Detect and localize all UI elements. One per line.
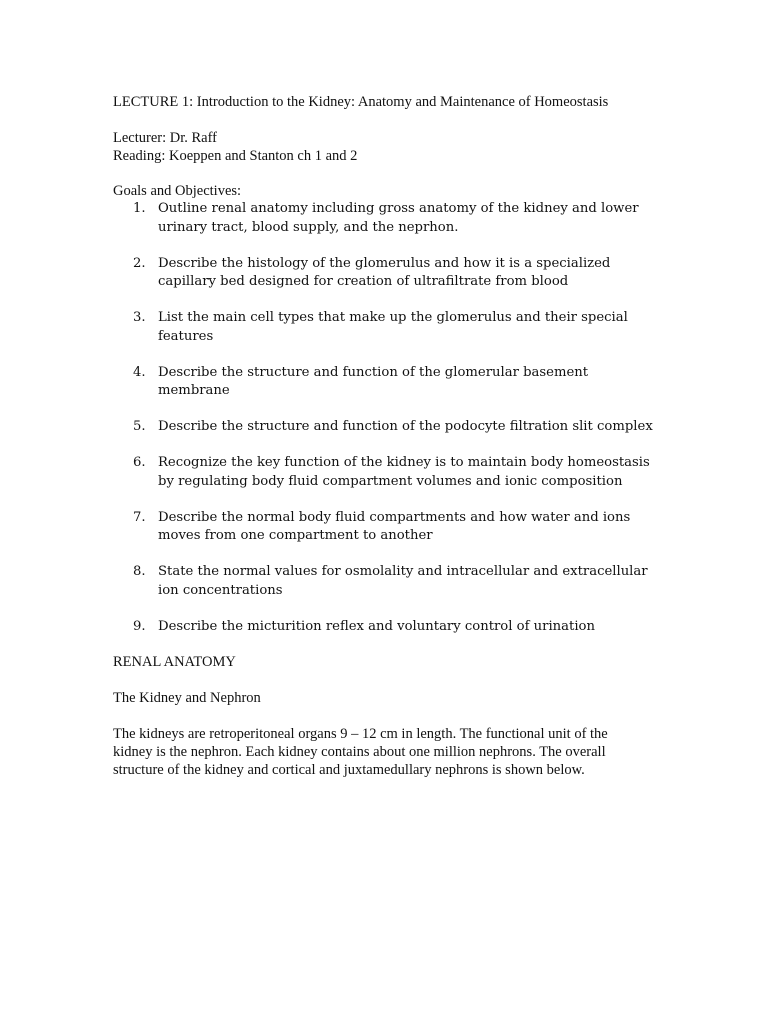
objective-number: 4. (133, 364, 146, 380)
section-heading: RENAL ANATOMY (113, 654, 236, 670)
objective-number: 8. (133, 564, 146, 579)
objective-text: State the normal values for osmolality and intracellular and extracellular ion concentrations (158, 564, 648, 598)
objective-item (113, 454, 658, 491)
objective-text: Describe the structure and function of the podocyte filtration slit complex (158, 419, 653, 434)
goals-heading: Goals and Objectives: (113, 183, 242, 199)
objective-text: Describe the micturition reflex and voluntary control of urination (158, 618, 595, 634)
objective-text: Describe the histology of the glomerulus and how it is a specialized capillary bed designed for creation of ultrafiltrate from blood (158, 255, 611, 289)
lecturer-line: Lecturer: Dr. Raff (113, 130, 218, 146)
objective-text: List the main cell types that make up the glomerulus and their special features (158, 310, 628, 344)
objective-item (113, 509, 658, 546)
objective-item (113, 255, 658, 292)
objective-number: 2. (133, 255, 146, 271)
objective-number: 3. (133, 310, 146, 325)
lecture-meta (113, 129, 658, 165)
objective-item (113, 364, 658, 401)
objective-item (113, 418, 658, 437)
document-content (113, 93, 658, 779)
objectives-list (113, 200, 658, 636)
objective-number: 7. (133, 509, 146, 525)
objective-item (113, 200, 658, 237)
subsection-heading: The Kidney and Nephron (113, 690, 261, 706)
objective-number: 9. (133, 618, 146, 634)
objective-number: 6. (133, 455, 146, 470)
objective-text: Recognize the key function of the kidney is to maintain body homeostasis by regulating body fluid compartment volumes and ionic composition (158, 455, 650, 489)
objective-text: Describe the structure and function of the glomerular basement membrane (158, 364, 589, 398)
objective-text: Describe the normal body fluid compartments and how water and ions moves from one compartment to another (158, 509, 631, 543)
objective-item (113, 618, 658, 637)
reading-line: Reading: Koeppen and Stanton ch 1 and 2 (113, 148, 358, 164)
lecture-title: LECTURE 1: Introduction to the Kidney: Anatomy and Maintenance of Homeostasis (113, 94, 609, 110)
objective-number: 5. (133, 419, 146, 434)
objective-item (113, 563, 658, 600)
objective-number: 1. (133, 201, 146, 216)
objective-text: Outline renal anatomy including gross anatomy of the kidney and lower urinary tract, blood supply, and the neprhon. (158, 201, 639, 235)
body-paragraph: The kidneys are retroperitoneal organs 9 – 12 cm in length. The functional unit of the kidney is the nephron. Each kidney contains about one million nephrons. The overall structure of the kidney and cortical and juxtamedullary nephrons is shown below. (113, 726, 608, 778)
objective-item (113, 309, 658, 346)
